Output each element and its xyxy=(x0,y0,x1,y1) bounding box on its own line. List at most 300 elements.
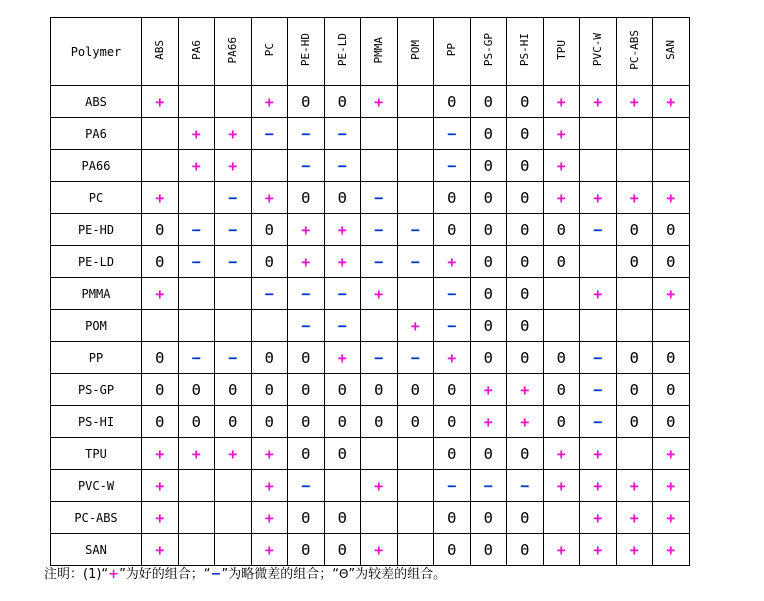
table-cell xyxy=(215,182,252,214)
poor-symbol: Θ xyxy=(483,348,493,367)
slight-symbol: − xyxy=(337,284,347,303)
column-header-label: PP xyxy=(445,43,459,57)
poor-symbol: Θ xyxy=(447,380,457,399)
good-symbol: + xyxy=(593,444,603,463)
table-row xyxy=(51,246,690,278)
table-cell xyxy=(288,278,325,310)
table-cell xyxy=(616,406,653,438)
poor-symbol: Θ xyxy=(301,444,311,463)
column-header xyxy=(324,18,361,86)
table-cell xyxy=(470,502,507,534)
table-cell xyxy=(324,374,361,406)
poor-symbol: Θ xyxy=(301,540,311,559)
column-header xyxy=(470,18,507,86)
column-header-label: TPU xyxy=(554,40,568,60)
table-cell xyxy=(215,470,252,502)
poor-symbol: Θ xyxy=(264,380,274,399)
table-cell xyxy=(580,470,617,502)
column-header xyxy=(397,18,434,86)
row-header xyxy=(51,214,142,246)
good-symbol: + xyxy=(556,444,566,463)
table-cell xyxy=(251,150,288,182)
table-cell xyxy=(470,214,507,246)
table-cell xyxy=(543,214,580,246)
table-cell xyxy=(397,342,434,374)
row-label: PC-ABS xyxy=(74,510,118,525)
good-symbol: + xyxy=(191,156,201,175)
column-header-label: PE-LD xyxy=(335,33,349,67)
table-cell xyxy=(470,182,507,214)
table-cell xyxy=(616,182,653,214)
table-cell xyxy=(324,246,361,278)
poor-symbol: Θ xyxy=(447,220,457,239)
table-cell xyxy=(324,150,361,182)
table-cell xyxy=(324,470,361,502)
slight-symbol: − xyxy=(228,220,238,239)
poor-symbol: Θ xyxy=(520,92,530,111)
table-cell xyxy=(470,374,507,406)
poor-symbol: Θ xyxy=(264,348,274,367)
column-header-label: PC xyxy=(262,43,276,57)
good-symbol: + xyxy=(629,476,639,495)
row-header xyxy=(51,150,142,182)
row-header xyxy=(51,118,142,150)
table-cell xyxy=(142,214,179,246)
poor-symbol: Θ xyxy=(228,380,238,399)
table-cell xyxy=(580,278,617,310)
table-cell xyxy=(653,470,690,502)
good-symbol: + xyxy=(556,540,566,559)
table-cell xyxy=(616,310,653,342)
slight-symbol: − xyxy=(374,188,384,207)
slight-symbol: − xyxy=(447,316,457,335)
table-cell xyxy=(361,438,398,470)
table-cell xyxy=(178,86,215,118)
table-cell xyxy=(251,182,288,214)
good-symbol: + xyxy=(593,92,603,111)
table-cell xyxy=(288,502,325,534)
table-cell xyxy=(580,342,617,374)
slight-symbol: − xyxy=(410,252,420,271)
table-cell xyxy=(507,342,544,374)
slight-symbol: − xyxy=(593,412,603,431)
poor-symbol: Θ xyxy=(520,444,530,463)
row-header xyxy=(51,310,142,342)
table-cell xyxy=(507,438,544,470)
table-cell xyxy=(543,502,580,534)
poor-symbol: Θ xyxy=(264,220,274,239)
table-cell xyxy=(543,406,580,438)
good-symbol: + xyxy=(155,188,165,207)
poor-symbol: Θ xyxy=(410,380,420,399)
table-cell xyxy=(178,374,215,406)
poor-symbol: Θ xyxy=(337,188,347,207)
table-cell xyxy=(178,118,215,150)
table-cell xyxy=(324,502,361,534)
table-cell xyxy=(361,182,398,214)
good-symbol: + xyxy=(374,540,384,559)
table-cell xyxy=(434,438,471,470)
poor-symbol: Θ xyxy=(483,156,493,175)
good-symbol: + xyxy=(191,124,201,143)
table-cell xyxy=(580,438,617,470)
table-cell xyxy=(397,150,434,182)
table-cell xyxy=(142,406,179,438)
poor-symbol: Θ xyxy=(520,540,530,559)
poor-symbol: Θ xyxy=(447,508,457,527)
table-row xyxy=(51,438,690,470)
table-cell xyxy=(142,342,179,374)
slight-symbol: − xyxy=(264,284,274,303)
table-cell xyxy=(361,374,398,406)
poor-symbol: Θ xyxy=(556,348,566,367)
poor-symbol: Θ xyxy=(520,316,530,335)
good-symbol: + xyxy=(337,252,347,271)
table-cell xyxy=(142,310,179,342)
header-row xyxy=(51,18,690,86)
table-cell xyxy=(543,342,580,374)
column-header-label: PA6 xyxy=(189,40,203,60)
column-header-label: PMMA xyxy=(372,36,386,64)
column-header-label: PS-GP xyxy=(481,33,495,67)
poor-symbol: Θ xyxy=(301,412,311,431)
poor-symbol: Θ xyxy=(556,412,566,431)
table-cell xyxy=(288,246,325,278)
poor-symbol: Θ xyxy=(337,412,347,431)
table-cell xyxy=(580,246,617,278)
slight-symbol: − xyxy=(228,188,238,207)
note-plus-symbol: + xyxy=(108,567,120,582)
table-cell xyxy=(543,278,580,310)
poor-symbol: Θ xyxy=(483,444,493,463)
table-cell xyxy=(361,310,398,342)
slight-symbol: − xyxy=(374,220,384,239)
table-cell xyxy=(288,374,325,406)
table-cell xyxy=(653,374,690,406)
table-cell xyxy=(324,406,361,438)
table-cell xyxy=(616,214,653,246)
table-cell xyxy=(324,534,361,566)
table-cell xyxy=(215,374,252,406)
poor-symbol: Θ xyxy=(629,252,639,271)
column-header-label: POM xyxy=(408,40,422,60)
table-cell xyxy=(178,246,215,278)
table-cell xyxy=(251,118,288,150)
table-cell xyxy=(215,278,252,310)
table-cell xyxy=(470,470,507,502)
column-header xyxy=(288,18,325,86)
table-cell xyxy=(178,150,215,182)
row-header xyxy=(51,182,142,214)
good-symbol: + xyxy=(629,508,639,527)
poor-symbol: Θ xyxy=(483,508,493,527)
table-cell xyxy=(543,150,580,182)
table-cell xyxy=(507,534,544,566)
row-label: PA66 xyxy=(81,158,111,173)
poor-symbol: Θ xyxy=(666,348,676,367)
row-label: PS-GP xyxy=(77,382,115,397)
table-cell xyxy=(470,310,507,342)
table-cell xyxy=(543,246,580,278)
table-row xyxy=(51,470,690,502)
table-cell xyxy=(616,118,653,150)
poor-symbol: Θ xyxy=(447,444,457,463)
table-cell xyxy=(215,246,252,278)
poor-symbol: Θ xyxy=(520,188,530,207)
table-cell xyxy=(580,534,617,566)
row-label: PE-HD xyxy=(77,222,115,237)
table-cell xyxy=(470,246,507,278)
table-cell xyxy=(142,246,179,278)
table-cell xyxy=(288,534,325,566)
good-symbol: + xyxy=(593,540,603,559)
slight-symbol: − xyxy=(374,348,384,367)
table-cell xyxy=(653,86,690,118)
table-row xyxy=(51,150,690,182)
column-header xyxy=(215,18,252,86)
slight-symbol: − xyxy=(337,316,347,335)
table-cell xyxy=(434,374,471,406)
slight-symbol: − xyxy=(301,476,311,495)
good-symbol: + xyxy=(483,380,493,399)
slight-symbol: − xyxy=(191,220,201,239)
good-symbol: + xyxy=(155,508,165,527)
column-header xyxy=(251,18,288,86)
good-symbol: + xyxy=(666,540,676,559)
poor-symbol: Θ xyxy=(264,252,274,271)
poor-symbol: Θ xyxy=(155,380,165,399)
slight-symbol: − xyxy=(374,252,384,271)
table-cell xyxy=(215,534,252,566)
corner-header xyxy=(51,18,142,86)
poor-symbol: Θ xyxy=(301,508,311,527)
good-symbol: + xyxy=(228,156,238,175)
table-cell xyxy=(361,150,398,182)
table-cell xyxy=(507,150,544,182)
good-symbol: + xyxy=(447,348,457,367)
poor-symbol: Θ xyxy=(483,284,493,303)
table-cell xyxy=(251,374,288,406)
table-cell xyxy=(142,118,179,150)
table-cell xyxy=(142,470,179,502)
note-mid2: ”为略微差的组合；“ xyxy=(221,567,339,582)
good-symbol: + xyxy=(556,188,566,207)
poor-symbol: Θ xyxy=(520,348,530,367)
poor-symbol: Θ xyxy=(264,412,274,431)
good-symbol: + xyxy=(556,124,566,143)
table-cell xyxy=(397,438,434,470)
table-cell xyxy=(215,342,252,374)
good-symbol: + xyxy=(629,188,639,207)
good-symbol: + xyxy=(264,476,274,495)
table-cell xyxy=(142,534,179,566)
table-cell xyxy=(324,278,361,310)
slight-symbol: − xyxy=(447,476,457,495)
row-label: ABS xyxy=(85,94,107,109)
row-label: PVC-W xyxy=(77,478,115,493)
poor-symbol: Θ xyxy=(155,252,165,271)
poor-symbol: Θ xyxy=(337,92,347,111)
table-cell xyxy=(434,214,471,246)
good-symbol: + xyxy=(301,220,311,239)
table-row xyxy=(51,342,690,374)
table-cell xyxy=(507,470,544,502)
row-header xyxy=(51,246,142,278)
table-cell xyxy=(397,118,434,150)
table-row xyxy=(51,310,690,342)
table-cell xyxy=(288,406,325,438)
good-symbol: + xyxy=(264,540,274,559)
table-cell xyxy=(178,278,215,310)
poor-symbol: Θ xyxy=(666,220,676,239)
table-cell xyxy=(616,534,653,566)
table-cell xyxy=(288,182,325,214)
table-cell xyxy=(397,182,434,214)
table-cell xyxy=(653,502,690,534)
slight-symbol: − xyxy=(337,156,347,175)
poor-symbol: Θ xyxy=(301,188,311,207)
table-cell xyxy=(397,214,434,246)
poor-symbol: Θ xyxy=(301,92,311,111)
table-cell xyxy=(507,374,544,406)
table-cell xyxy=(251,406,288,438)
table-cell xyxy=(397,310,434,342)
table-cell xyxy=(543,310,580,342)
table-cell xyxy=(580,502,617,534)
table-cell xyxy=(507,214,544,246)
table-cell xyxy=(434,278,471,310)
table-cell xyxy=(215,150,252,182)
table-cell xyxy=(288,86,325,118)
good-symbol: + xyxy=(155,476,165,495)
table-cell xyxy=(580,86,617,118)
table-cell xyxy=(580,214,617,246)
table-cell xyxy=(434,534,471,566)
good-symbol: + xyxy=(264,508,274,527)
table-cell xyxy=(470,534,507,566)
table-row xyxy=(51,534,690,566)
table-cell xyxy=(178,534,215,566)
table-row xyxy=(51,374,690,406)
slight-symbol: − xyxy=(447,156,457,175)
row-header xyxy=(51,502,142,534)
table-cell xyxy=(653,214,690,246)
poor-symbol: Θ xyxy=(520,220,530,239)
row-label: TPU xyxy=(85,446,107,461)
slight-symbol: − xyxy=(593,348,603,367)
poor-symbol: Θ xyxy=(410,412,420,431)
table-cell xyxy=(288,438,325,470)
table-cell xyxy=(434,86,471,118)
row-label: POM xyxy=(85,318,107,333)
poor-symbol: Θ xyxy=(520,508,530,527)
table-cell xyxy=(251,534,288,566)
table-cell xyxy=(470,86,507,118)
row-header xyxy=(51,438,142,470)
table-cell xyxy=(251,86,288,118)
table-cell xyxy=(616,278,653,310)
table-cell xyxy=(616,342,653,374)
table-cell xyxy=(361,278,398,310)
row-label: PC xyxy=(88,190,104,205)
poor-symbol: Θ xyxy=(520,124,530,143)
table-cell xyxy=(616,470,653,502)
good-symbol: + xyxy=(593,508,603,527)
column-header-label: PC-ABS xyxy=(627,30,641,70)
good-symbol: + xyxy=(483,412,493,431)
good-symbol: + xyxy=(301,252,311,271)
table-cell xyxy=(361,86,398,118)
slight-symbol: − xyxy=(228,252,238,271)
table-cell xyxy=(215,406,252,438)
row-label: PE-LD xyxy=(77,254,115,269)
table-cell xyxy=(361,502,398,534)
column-header xyxy=(543,18,580,86)
table-cell xyxy=(324,182,361,214)
table-cell xyxy=(215,118,252,150)
table-cell xyxy=(178,438,215,470)
row-label: PP xyxy=(88,350,104,365)
poor-symbol: Θ xyxy=(337,380,347,399)
good-symbol: + xyxy=(593,188,603,207)
table-cell xyxy=(251,438,288,470)
poor-symbol: Θ xyxy=(155,412,165,431)
table-cell xyxy=(288,342,325,374)
column-header xyxy=(507,18,544,86)
table-cell xyxy=(653,278,690,310)
column-header-label: PA66 xyxy=(226,36,240,64)
table-cell xyxy=(251,246,288,278)
table-cell xyxy=(616,374,653,406)
slight-symbol: − xyxy=(264,124,274,143)
table-cell xyxy=(288,470,325,502)
table-cell xyxy=(653,342,690,374)
table-cell xyxy=(434,118,471,150)
row-label: PA6 xyxy=(85,126,107,141)
poor-symbol: Θ xyxy=(447,540,457,559)
poor-symbol: Θ xyxy=(483,188,493,207)
poor-symbol: Θ xyxy=(520,252,530,271)
poor-symbol: Θ xyxy=(629,220,639,239)
table-cell xyxy=(434,470,471,502)
row-header xyxy=(51,342,142,374)
column-header xyxy=(653,18,690,86)
table-cell xyxy=(178,470,215,502)
column-header xyxy=(616,18,653,86)
table-cell xyxy=(580,406,617,438)
table-row xyxy=(51,502,690,534)
table-cell xyxy=(178,182,215,214)
poor-symbol: Θ xyxy=(155,220,165,239)
good-symbol: + xyxy=(447,252,457,271)
column-header xyxy=(434,18,471,86)
column-header-label: PS-HI xyxy=(518,33,532,67)
poor-symbol: Θ xyxy=(483,540,493,559)
slight-symbol: − xyxy=(593,380,603,399)
good-symbol: + xyxy=(264,444,274,463)
table-cell xyxy=(580,182,617,214)
good-symbol: + xyxy=(410,316,420,335)
good-symbol: + xyxy=(629,540,639,559)
note-theta-symbol: Θ xyxy=(338,567,349,581)
good-symbol: + xyxy=(337,220,347,239)
column-header-label: PVC-W xyxy=(591,33,605,67)
table-cell xyxy=(397,534,434,566)
slight-symbol: − xyxy=(301,316,311,335)
poor-symbol: Θ xyxy=(520,284,530,303)
slight-symbol: − xyxy=(447,284,457,303)
row-label: PMMA xyxy=(81,286,111,301)
